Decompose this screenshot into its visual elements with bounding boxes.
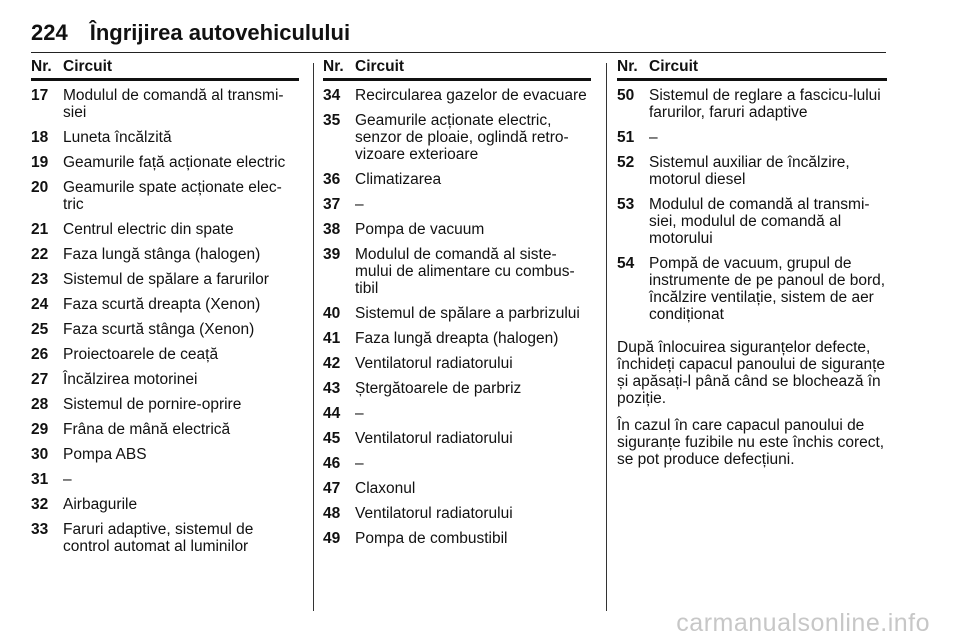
header-nr: Nr. [31, 58, 52, 75]
table-row [323, 430, 591, 447]
circuit-name: – [63, 471, 72, 488]
table-row [31, 246, 299, 263]
fuse-number: 49 [323, 530, 341, 547]
circuit-name: Geamurile acționate electric, senzor de ploaie, oglindă retro-vizoare exterioare [355, 112, 569, 163]
fuse-number: 38 [323, 221, 341, 238]
fuse-number: 39 [323, 246, 341, 263]
circuit-name: – [355, 196, 364, 213]
circuit-name: Geamurile față acționate electric [63, 154, 286, 171]
fuse-number: 33 [31, 521, 49, 538]
circuit-name: Faza lungă dreapta (halogen) [355, 330, 559, 347]
circuit-name: Modulul de comandă al transmi-siei, modulul de comandă al motorului [649, 196, 870, 247]
fuse-number: 44 [323, 405, 341, 422]
circuit-name: Faza lungă stânga (halogen) [63, 246, 261, 263]
header-circuit: Circuit [63, 58, 113, 75]
fuse-number: 29 [31, 421, 49, 438]
table-row [323, 330, 591, 347]
circuit-name: Luneta încălzită [63, 129, 172, 146]
table-row [323, 455, 591, 472]
table-header [31, 58, 299, 81]
fuse-column-2 [323, 58, 591, 555]
table-row [323, 221, 591, 238]
fuse-number: 35 [323, 112, 341, 129]
circuit-name: Faza scurtă dreapta (Xenon) [63, 296, 261, 313]
fuse-number: 41 [323, 330, 341, 347]
circuit-name: Sistemul de pornire-oprire [63, 396, 242, 413]
circuit-name: Modulul de comandă al siste-mului de alimentare cu combus-tibil [355, 246, 575, 297]
table-row [323, 480, 591, 497]
table-row [323, 405, 591, 422]
fuse-number: 52 [617, 154, 635, 171]
table-row [31, 221, 299, 238]
table-row [31, 271, 299, 288]
table-row [323, 196, 591, 213]
table-row [617, 196, 887, 247]
fuse-number: 17 [31, 87, 49, 104]
table-row [31, 179, 299, 213]
page-title: Îngrijirea autovehiculului [89, 20, 351, 45]
fuse-number: 48 [323, 505, 341, 522]
circuit-name: Ventilatorul radiatorului [355, 505, 513, 522]
circuit-name: Centrul electric din spate [63, 221, 234, 238]
fuse-number: 20 [31, 179, 49, 196]
table-row [323, 246, 591, 297]
table-row [31, 421, 299, 438]
circuit-name: – [355, 405, 364, 422]
header-nr: Nr. [617, 58, 638, 75]
fuse-number: 26 [31, 346, 49, 363]
fuse-number: 37 [323, 196, 341, 213]
circuit-name: Faza scurtă stânga (Xenon) [63, 321, 255, 338]
table-header [617, 58, 887, 81]
table-row [323, 87, 591, 104]
fuse-number: 46 [323, 455, 341, 472]
table-row [31, 521, 299, 555]
circuit-name: Climatizarea [355, 171, 442, 188]
header-circuit: Circuit [355, 58, 405, 75]
circuit-name: Ștergătoarele de parbriz [355, 380, 522, 397]
table-header [323, 58, 591, 81]
circuit-name: Pompă de vacuum, grupul de instrumente de pe panoul de bord, încălzire ventilație, sistem de aer condiționat [649, 255, 886, 323]
instructions [617, 339, 887, 468]
circuit-name: Pompa de vacuum [355, 221, 485, 238]
table-row [31, 87, 299, 121]
fuse-number: 53 [617, 196, 635, 213]
fuse-number: 23 [31, 271, 49, 288]
column-divider [313, 63, 314, 611]
table-row [323, 505, 591, 522]
circuit-name: Sistemul de reglare a fascicu-lului farurilor, faruri adaptive [649, 87, 881, 121]
circuit-name: Proiectoarele de ceață [63, 346, 219, 363]
table-row [31, 471, 299, 488]
fuse-number: 22 [31, 246, 49, 263]
circuit-name: – [355, 455, 364, 472]
circuit-name: Geamurile spate acționate elec-tric [63, 179, 282, 213]
table-row [31, 129, 299, 146]
table-row [31, 296, 299, 313]
fuse-column-1 [31, 58, 299, 563]
watermark: carmanualsonline.info [676, 609, 930, 637]
instruction-paragraph: După înlocuirea siguranțelor defecte, închideți capacul panoului de siguranțe și apăsați-l până când se blochează în poziție. [617, 339, 885, 407]
fuse-number: 43 [323, 380, 341, 397]
table-row [323, 171, 591, 188]
fuse-number: 27 [31, 371, 49, 388]
table-row [617, 255, 887, 323]
circuit-name: Airbagurile [63, 496, 138, 513]
instruction-paragraph: În cazul în care capacul panoului de siguranțe fuzibile nu este închis corect, se pot produce defecțiuni. [617, 417, 885, 468]
circuit-name: Pompa ABS [63, 446, 147, 463]
circuit-name: Faruri adaptive, sistemul de control automat al luminilor [63, 521, 254, 555]
table-row [31, 346, 299, 363]
page-number: 224 [31, 20, 68, 45]
fuse-number: 40 [323, 305, 341, 322]
circuit-name: – [649, 129, 658, 146]
table-row [617, 154, 887, 188]
fuse-number: 18 [31, 129, 49, 146]
table-row [31, 154, 299, 171]
circuit-name: Recircularea gazelor de evacuare [355, 87, 587, 104]
fuse-number: 45 [323, 430, 341, 447]
fuse-number: 51 [617, 129, 635, 146]
fuse-number: 36 [323, 171, 341, 188]
page-header [31, 20, 886, 53]
table-row [617, 129, 887, 146]
fuse-column-3 [617, 58, 887, 478]
table-row [31, 321, 299, 338]
fuse-number: 42 [323, 355, 341, 372]
fuse-number: 34 [323, 87, 341, 104]
fuse-number: 32 [31, 496, 49, 513]
table-row [31, 396, 299, 413]
table-row [323, 355, 591, 372]
fuse-number: 21 [31, 221, 49, 238]
circuit-name: Frâna de mână electrică [63, 421, 231, 438]
circuit-name: Pompa de combustibil [355, 530, 508, 547]
table-row [323, 305, 591, 322]
circuit-name: Încălzirea motorinei [63, 371, 198, 388]
column-divider [606, 63, 607, 611]
fuse-number: 54 [617, 255, 635, 272]
fuse-number: 47 [323, 480, 341, 497]
fuse-number: 19 [31, 154, 49, 171]
fuse-number: 28 [31, 396, 49, 413]
table-row [323, 112, 591, 163]
header-circuit: Circuit [649, 58, 699, 75]
table-row [31, 496, 299, 513]
fuse-number: 31 [31, 471, 49, 488]
circuit-name: Modulul de comandă al transmi-siei [63, 87, 284, 121]
table-row [31, 371, 299, 388]
table-row [323, 380, 591, 397]
fuse-number: 25 [31, 321, 49, 338]
table-row [31, 446, 299, 463]
circuit-name: Sistemul de spălare a parbrizului [355, 305, 580, 322]
circuit-name: Claxonul [355, 480, 416, 497]
fuse-number: 30 [31, 446, 49, 463]
circuit-name: Ventilatorul radiatorului [355, 355, 513, 372]
circuit-name: Sistemul auxiliar de încălzire, motorul diesel [649, 154, 850, 188]
fuse-number: 50 [617, 87, 635, 104]
table-row [617, 87, 887, 121]
header-nr: Nr. [323, 58, 344, 75]
fuse-number: 24 [31, 296, 49, 313]
circuit-name: Sistemul de spălare a farurilor [63, 271, 269, 288]
circuit-name: Ventilatorul radiatorului [355, 430, 513, 447]
table-row [323, 530, 591, 547]
